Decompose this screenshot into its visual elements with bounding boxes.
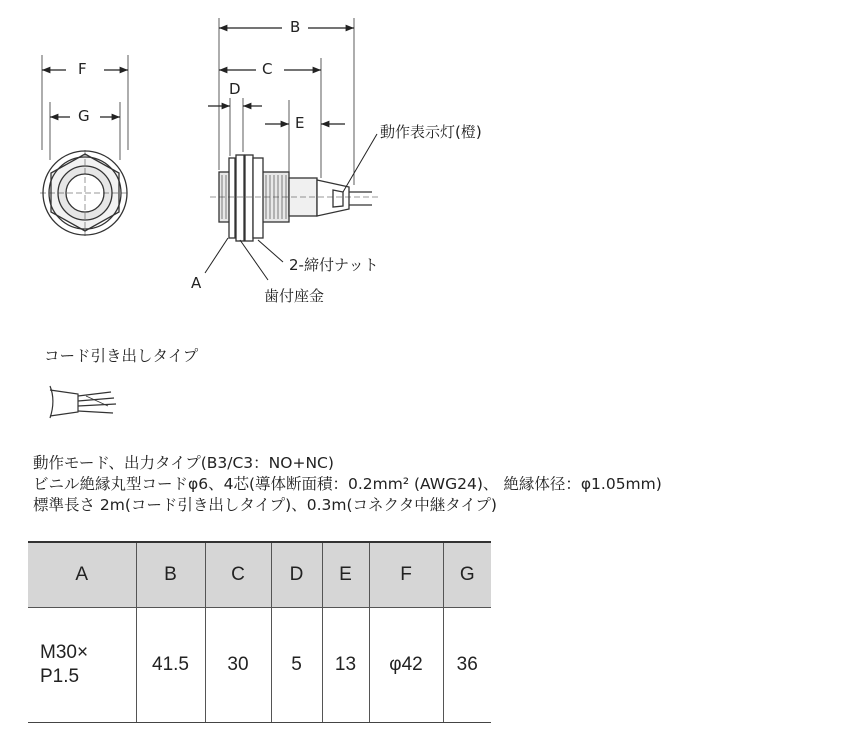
table-cell-e: 13 xyxy=(322,608,369,723)
table-cell-a xyxy=(28,608,136,723)
thread-callout: A xyxy=(191,274,202,292)
dim-label-d: D xyxy=(229,80,241,98)
table-header-a: A xyxy=(28,542,136,608)
table-header-c: C xyxy=(205,542,271,608)
table-header-b: B xyxy=(136,542,205,608)
indicator-callout: 動作表示灯(橙) xyxy=(380,123,482,141)
cord-icon xyxy=(50,386,116,418)
spec-line-cord: ビニル絶縁丸型コードφ6、4芯(導体断面積：0.2mm² (AWG24)、 絶縁体径：φ1.05mm) xyxy=(33,475,662,493)
table-header-f: F xyxy=(369,542,443,608)
spec-line-mode: 動作モード、出力タイプ(B3/C3：NO+NC) xyxy=(33,454,334,472)
cord-type-heading: コード引き出しタイプ xyxy=(44,347,199,365)
thread-size-line2: P1.5 xyxy=(40,666,80,687)
dim-label-g: G xyxy=(78,107,90,125)
table-row xyxy=(28,608,491,723)
thread-size-line1: M30× xyxy=(40,642,89,663)
table-cell-b: 41.5 xyxy=(136,608,205,723)
spec-block xyxy=(33,453,662,516)
table-header-row xyxy=(28,542,491,608)
washer-callout: 歯付座金 xyxy=(264,287,325,305)
dim-label-e: E xyxy=(295,114,305,132)
table-header-d: D xyxy=(271,542,322,608)
dimension-table xyxy=(28,541,491,723)
table-cell-d: 5 xyxy=(271,608,322,723)
side-view-nut-left xyxy=(236,155,244,241)
table-cell-g: 36 xyxy=(443,608,491,723)
table-header-g: G xyxy=(443,542,491,608)
nut-callout: 2-締付ナット xyxy=(289,256,379,274)
table-cell-c: 30 xyxy=(205,608,271,723)
table-cell-f: φ42 xyxy=(369,608,443,723)
dim-label-b: B xyxy=(290,18,301,36)
side-view-washer xyxy=(229,158,235,238)
spec-line-length: 標準長さ 2m(コード引き出しタイプ)、0.3m(コネクタ中継タイプ) xyxy=(33,496,497,514)
dim-label-f: F xyxy=(78,60,87,78)
table-header-e: E xyxy=(322,542,369,608)
side-view-nut-right xyxy=(245,155,253,241)
indicator-led xyxy=(333,190,343,207)
dim-label-c: C xyxy=(262,60,273,78)
